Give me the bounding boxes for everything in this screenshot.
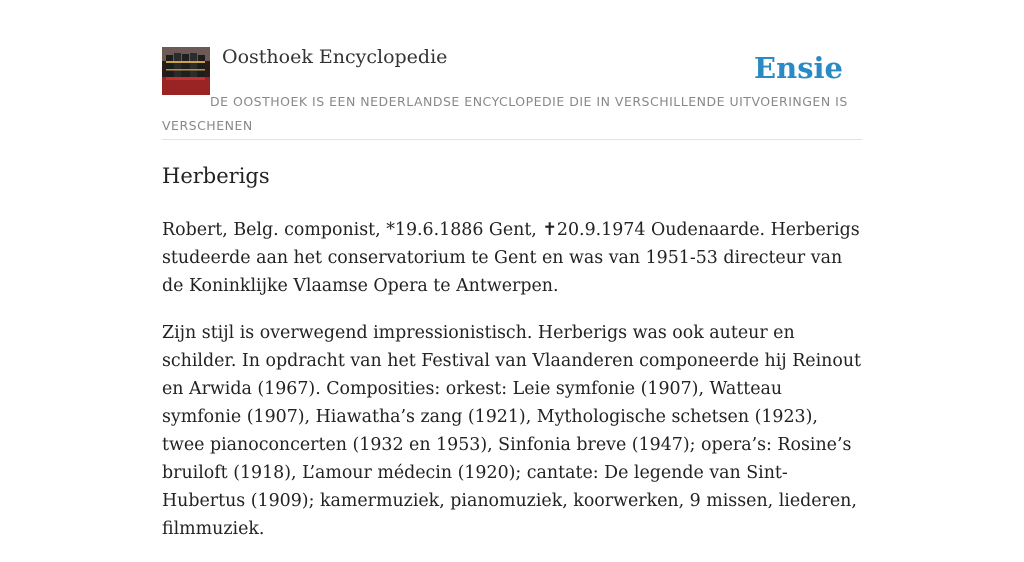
- brand-logo[interactable]: Ensie: [754, 51, 843, 85]
- site-tagline: DE OOSTHOEK IS EEN NEDERLANDSE ENCYCLOPEDIE DIE IN VERSCHILLENDE UITVOERINGEN IS VERSCHENEN: [162, 94, 848, 133]
- page-container: [162, 0, 862, 539]
- encyclopedia-books-icon[interactable]: [162, 47, 210, 95]
- site-title[interactable]: Oosthoek Encyclopedie: [222, 46, 448, 68]
- article-title: Herberigs: [162, 164, 270, 188]
- article-body: [162, 216, 862, 562]
- article-paragraph: Robert, Belg. componist, *19.6.1886 Gent, ✝20.9.1974 Oudenaarde. Herberigs studeerde aan het conservatorium te Gent en was van 1951-53 directeur van de Koninklijke Vlaamse Opera te Antwerpen.: [162, 220, 860, 296]
- site-header: [162, 0, 862, 140]
- article-paragraph: Zijn stijl is overwegend impressionistisch. Herberigs was ook auteur en schilder. In opdracht van het Festival van Vlaanderen componeerde hij Reinout en Arwida (1967). Composities: orkest: Leie symfonie (1907), Watteau symfonie (1907), Hiawatha’s zang (1921), Mythologische schetsen (1923), twee pianoconcerten (1932 en 1953), Sinfonia breve (1947); opera’s: Rosine’s bruiloft (1918), L’amour médecin (1920); cantate: De legende van Sint-Hubertus (1909); kamermuziek, pianomuziek, koorwerken, 9 missen, liederen, filmmuziek.: [162, 323, 862, 539]
